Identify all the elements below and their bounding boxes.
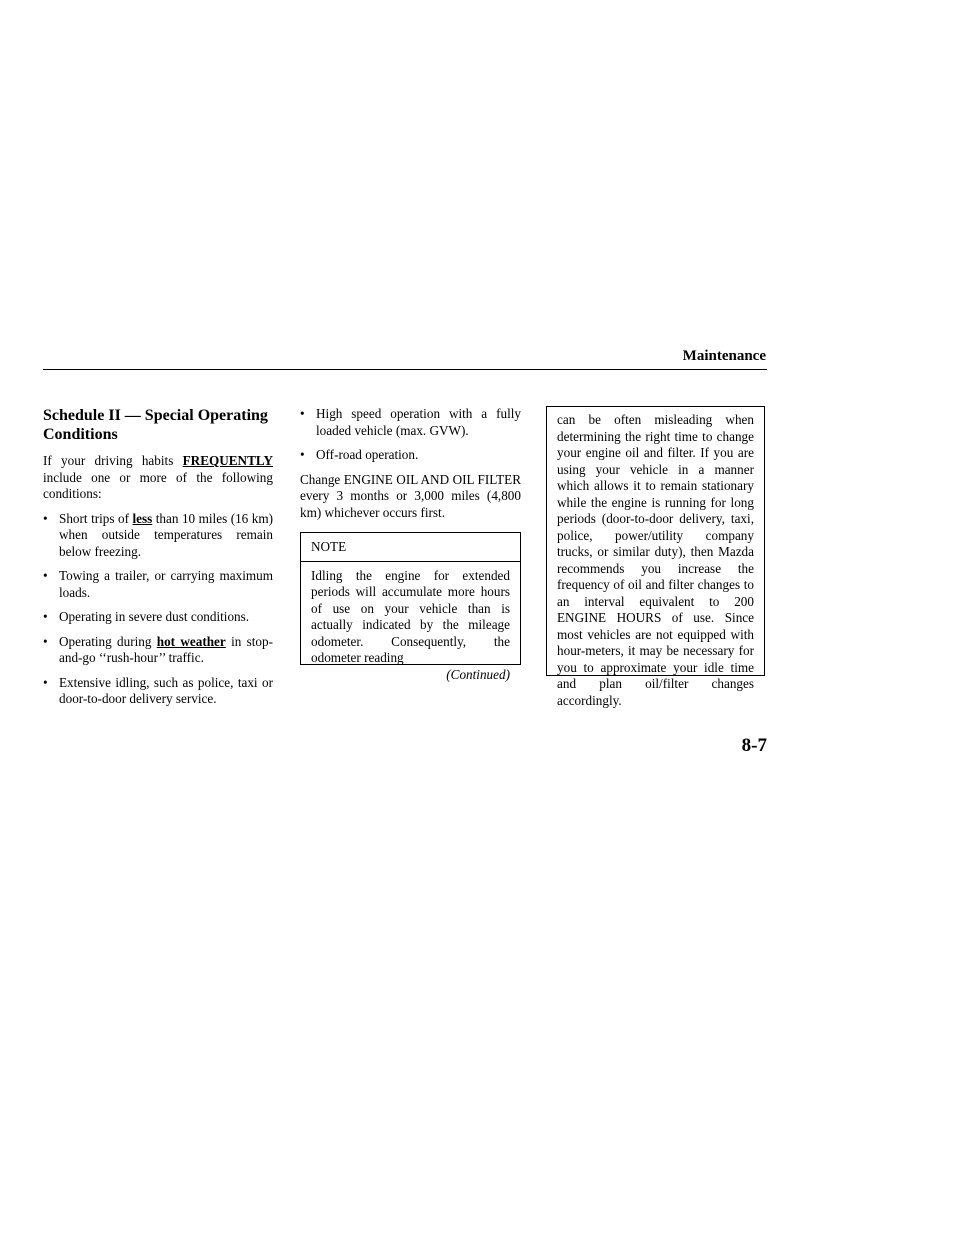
list-item: [300, 447, 521, 464]
bullet-icon: •: [43, 609, 48, 624]
bullet-icon: •: [43, 510, 48, 526]
list-item-text: Short trips of: [59, 510, 129, 526]
bullet-icon: •: [300, 406, 305, 421]
conditions-list: [43, 511, 273, 708]
list-item-text-rest: in stop-and-go ‘‘rush-hour’’ traffic.: [59, 633, 273, 665]
list-item: [300, 406, 521, 439]
bullet-icon: •: [43, 568, 48, 583]
section-title: Schedule II — Special Operating Conditions: [43, 407, 268, 443]
list-item-text: Off-road operation.: [316, 447, 419, 462]
continued-label: (Continued): [446, 666, 510, 682]
oil-change-instruction: Change ENGINE OIL AND OIL FILTER every 3 months or 3,000 miles (4,800 km) whichever occurs first.: [300, 471, 521, 520]
list-item: [43, 609, 273, 626]
intro-emphasis: FREQUENTLY: [182, 453, 273, 468]
bullet-icon: •: [300, 447, 305, 462]
bullet-icon: •: [43, 633, 48, 649]
list-item: [43, 675, 273, 708]
bullet-icon: •: [43, 674, 48, 690]
list-item: [43, 568, 273, 601]
list-item-text: Operating during: [59, 633, 152, 649]
note-continuation-text: can be often misleading when determining the right time to change your engine oil and filter. If you are using your vehicle in a manner which allows it to remain stationary while the engine is running for long periods (door-to-door delivery, taxi, police, power/utility company trucks, or similar duty), then Mazda recommends you increase the frequency of oil and filter changes to an interval equivalent to 200 ENGINE HOURS of use. Since most vehicles are not equipped with hour-meters, it may be necessary for you to approximate your idle time and plan oil/filter changes accordingly.: [557, 412, 754, 708]
intro-text-rest: include one or more of the following conditions:: [43, 469, 273, 501]
list-item-text-rest: than 10 miles (16 km) when outside temperatures remain below freezing.: [59, 510, 274, 559]
list-item: [43, 634, 273, 667]
middle-column: [300, 406, 521, 521]
list-item-text: High speed operation with a fully loaded vehicle (max. GVW).: [316, 406, 521, 438]
header-divider: [43, 369, 767, 370]
list-item-text: Operating in severe dust conditions.: [59, 609, 250, 624]
page-number: 8-7: [741, 735, 767, 756]
list-item: [43, 511, 273, 561]
page-header-title: Maintenance: [682, 348, 766, 364]
list-item-text: Extensive idling, such as police, taxi or door-to-door delivery service.: [59, 674, 273, 706]
note-box: [300, 532, 521, 682]
left-column: [43, 406, 273, 708]
note-heading: NOTE: [301, 533, 520, 562]
intro-text: If your driving habits: [43, 453, 174, 468]
list-item-text: Towing a trailer, or carrying maximum loads.: [59, 568, 273, 600]
note-continuation-box: [546, 406, 765, 708]
conditions-list-continued: [300, 406, 521, 464]
list-item-emphasis: less: [132, 510, 153, 526]
note-body: [301, 562, 520, 684]
intro-paragraph: [43, 453, 273, 503]
list-item-emphasis: hot weather: [156, 633, 226, 649]
note-text: Idling the engine for extended periods will accumulate more hours of use on your vehicle than is actually indicated by the mileage odometer. Consequently, the odometer reading: [311, 567, 510, 665]
